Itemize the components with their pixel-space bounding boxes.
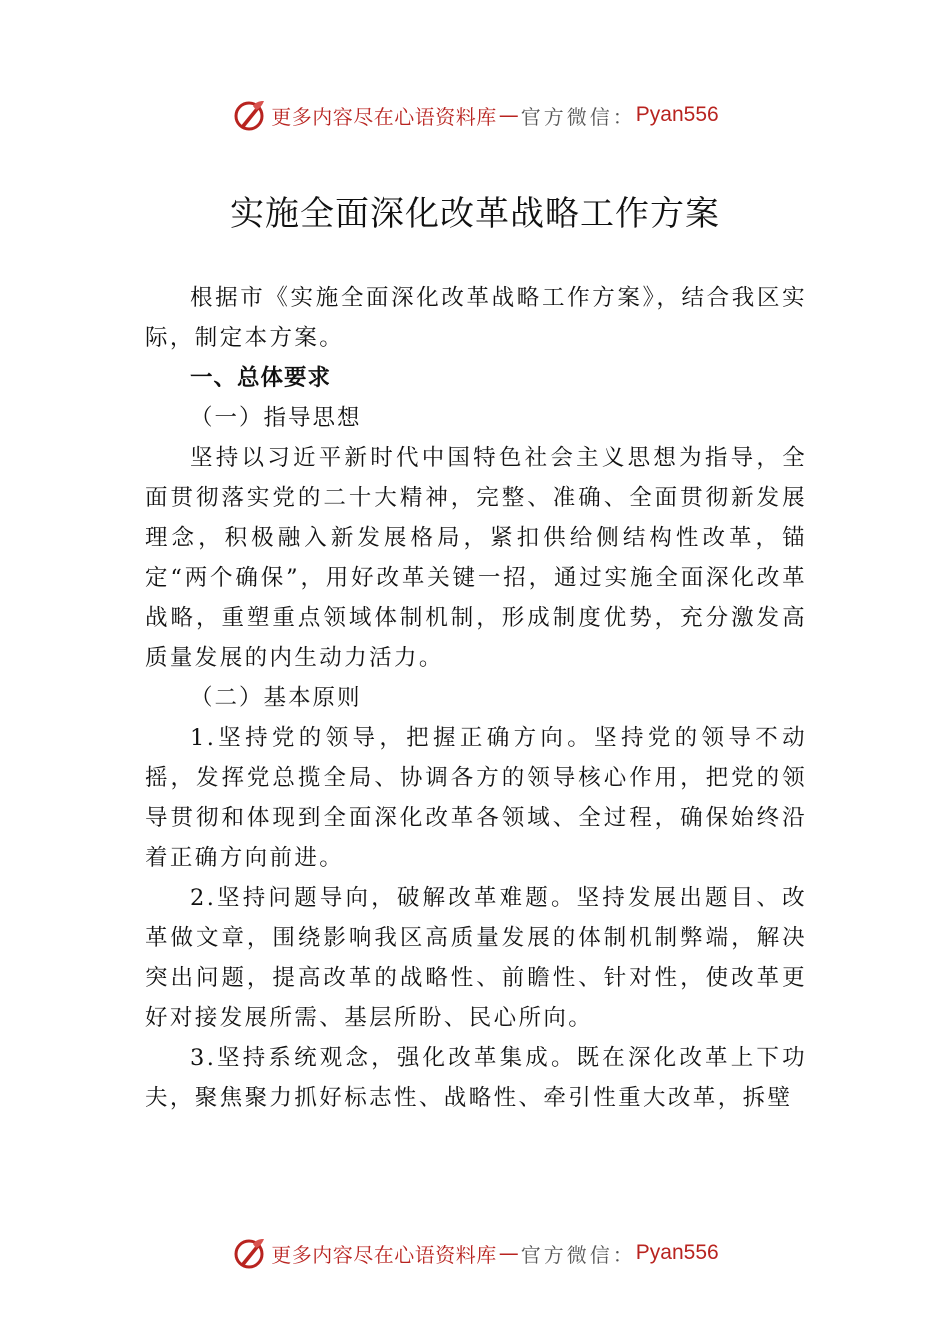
brand-dash: —	[498, 103, 519, 127]
principle-3-paragraph: 3.坚持系统观念，强化改革集成。既在深化改革上下功夫，聚焦聚力抓好标志性、战略性、牵引性重大改革，拆壁	[145, 1045, 807, 1111]
principle-1-paragraph: 1.坚持党的领导，把握正确方向。坚持党的领导不动摇，发挥党总揽全局、协调各方的领导核心作用，把党的领导贯彻和体现到全面深化改革各领域、全过程，确保始终沿着正确方向前进。	[145, 725, 807, 871]
principle-2-paragraph: 2.坚持问题导向，破解改革难题。坚持发展出题目、改革做文章，围绕影响我区高质量发展的体制机制弊端，解决突出问题，提高改革的战略性、前瞻性、针对性，使改革更好对接发展所需、基层所盼、民心所向。	[145, 885, 807, 1031]
official-wechat-label: 官方微信：	[520, 104, 636, 129]
wechat-id: Pyan556	[635, 103, 719, 126]
subsection-heading-2: （二）基本原则	[190, 685, 362, 711]
document-body	[145, 278, 807, 1118]
document-title: 实施全面深化改革战略工作方案	[230, 194, 720, 234]
section-heading-1: 一、总体要求	[190, 365, 332, 391]
wechat-id: Pyan556	[635, 1241, 719, 1264]
brand-text: 更多内容尽在心语资料库	[271, 104, 497, 129]
quill-circle-logo-icon	[231, 1235, 267, 1271]
brand-text: 更多内容尽在心语资料库	[271, 1242, 497, 1267]
guiding-ideology-paragraph: 坚持以习近平新时代中国特色社会主义思想为指导，全面贯彻落实党的二十大精神，完整、准确、全面贯彻新发展理念，积极融入新发展格局，紧扣供给侧结构性改革，锚定“两个确保”，用好改革关键一招，通过实施全面深化改革战略，重塑重点领域体制机制，形成制度优势，充分激发高质量发展的内生动力活力。	[145, 445, 807, 671]
watermark-banner-bottom	[0, 1233, 950, 1273]
intro-paragraph: 根据市《实施全面深化改革战略工作方案》，结合我区实际，制定本方案。	[145, 285, 807, 351]
subsection-heading-1: （一）指导思想	[190, 405, 362, 431]
official-wechat-label: 官方微信：	[520, 1242, 636, 1267]
brand-dash: —	[498, 1241, 519, 1265]
quill-circle-logo-icon	[231, 97, 267, 133]
watermark-banner-top	[0, 95, 950, 135]
